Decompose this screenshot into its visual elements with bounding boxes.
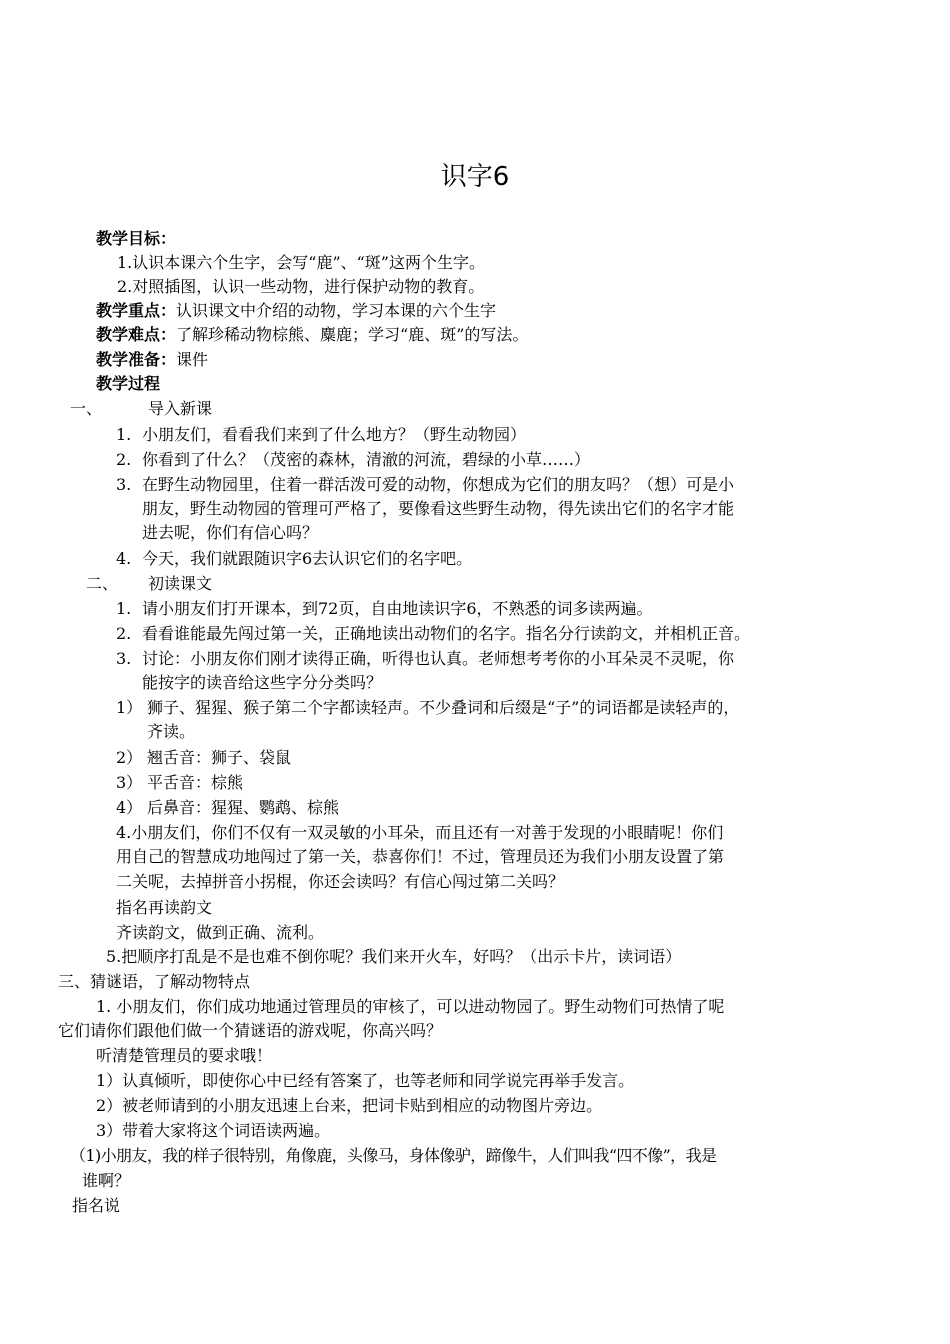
sub-item: 后鼻音：猩猩、鹦鹉、棕熊 <box>147 798 340 817</box>
item-number: 2. <box>116 624 132 643</box>
item-number: 1. <box>116 425 132 444</box>
rule-item: 2）被老师请到的小朋友迅速上台来，把词卡贴到相应的动物图片旁边。 <box>96 1096 603 1115</box>
goals-heading: 教学目标： <box>96 229 177 248</box>
sub-item-number: 1） <box>116 698 143 717</box>
item-number: 1. <box>116 599 132 618</box>
difficulty-heading: 教学难点： <box>96 325 177 344</box>
section-title: 初读课文 <box>148 574 213 593</box>
paragraph: 5.把顺序打乱是不是也难不倒你呢？我们来开火车，好吗？（出示卡片，读词语） <box>106 947 682 966</box>
process-heading: 教学过程 <box>96 374 161 393</box>
paragraph: 指名再读韵文 <box>116 898 213 917</box>
riddle-continued: 谁啊？ <box>82 1171 131 1190</box>
key-points <box>96 300 496 322</box>
paragraph-continued: 二关呢，去掉拼音小拐棍，你还会读吗？有信心闯过第二关吗？ <box>116 872 565 891</box>
preparation <box>96 349 208 371</box>
page-title: 识字6 <box>440 162 510 192</box>
preparation-text: 课件 <box>176 350 209 369</box>
sub-item-number: 3） <box>116 773 143 792</box>
paragraph: 齐读韵文，做到正确、流利。 <box>116 923 325 942</box>
paragraph: 1. 小朋友们，你们成功地通过管理员的审核了，可以进动物园了。野生动物们可热情了呢 <box>96 997 725 1016</box>
key-text: 认识课文中介绍的动物，学习本课的六个生字 <box>176 301 497 320</box>
difficulty-text: 了解珍稀动物棕熊、麋鹿；学习“鹿、斑”的写法。 <box>176 325 529 344</box>
paragraph: 指名说 <box>72 1196 121 1215</box>
section-number: 一、 <box>70 399 103 418</box>
sub-item-number: 2） <box>116 748 143 767</box>
sub-item-continued: 齐读。 <box>147 722 196 741</box>
list-item: 在野生动物园里，住着一群活泼可爱的动物，你想成为它们的朋友吗？（想）可是小 <box>142 475 735 494</box>
section-title: 三、猜谜语，了解动物特点 <box>58 972 251 991</box>
goal-item: 2.对照插图，认识一些动物，进行保护动物的教育。 <box>117 277 485 296</box>
riddle: （1)小朋友，我的样子很特别，角像鹿，头像马，身体像驴，蹄像牛，人们叫我“四不像”，我是 <box>70 1146 717 1165</box>
item-number: 3. <box>116 649 132 668</box>
sub-item: 狮子、猩猩、猴子第二个字都读轻声。不少叠词和后缀是“子”的词语都是读轻声的， <box>147 698 740 717</box>
sub-item-number: 4） <box>116 798 143 817</box>
paragraph: 4.小朋友们，你们不仅有一双灵敏的小耳朵，而且还有一对善于发现的小眼睛呢！你们 <box>116 823 724 842</box>
key-heading: 教学重点： <box>96 301 177 320</box>
rule-item: 1）认真倾听，即使你心中已经有答案了，也等老师和同学说完再举手发言。 <box>96 1071 635 1090</box>
rule-item: 3）带着大家将这个词语读两遍。 <box>96 1121 331 1140</box>
list-item-continued: 朋友，野生动物园的管理可严格了，要像看这些野生动物，得先读出它们的名字才能 <box>142 499 735 518</box>
item-number: 2. <box>116 450 132 469</box>
list-item: 小朋友们，看看我们来到了什么地方？（野生动物园） <box>142 425 527 444</box>
list-item: 你看到了什么？（茂密的森林，清澈的河流，碧绿的小草……） <box>142 450 591 469</box>
paragraph-continued: 它们请你们跟他们做一个猜谜语的游戏呢，你高兴吗？ <box>58 1021 443 1040</box>
sub-item: 翘舌音：狮子、袋鼠 <box>147 748 292 767</box>
list-item: 请小朋友们打开课本，到72页，自由地读识字6，不熟悉的词多读两遍。 <box>142 599 653 618</box>
list-item: 今天，我们就跟随识字6去认识它们的名字吧。 <box>142 549 473 568</box>
paragraph: 听清楚管理员的要求哦！ <box>96 1046 273 1065</box>
preparation-heading: 教学准备： <box>96 350 177 369</box>
list-item: 看看谁能最先闯过第一关，正确地读出动物们的名字。指名分行读韵文，并相机正音。 <box>142 624 751 643</box>
sub-item: 平舌音：棕熊 <box>147 773 244 792</box>
item-number: 3. <box>116 475 132 494</box>
item-number: 4. <box>116 549 132 568</box>
paragraph-continued: 用自己的智慧成功地闯过了第一关，恭喜你们！不过，管理员还为我们小朋友设置了第 <box>116 847 725 866</box>
section-number: 二、 <box>86 574 119 593</box>
list-item: 讨论：小朋友你们刚才读得正确，听得也认真。老师想考考你的小耳朵灵不灵呢，你 <box>142 649 735 668</box>
list-item-continued: 进去呢，你们有信心吗？ <box>142 523 319 542</box>
list-item-continued: 能按字的读音给这些字分分类吗？ <box>142 673 383 692</box>
goal-item: 1.认识本课六个生字，会写“鹿”、“斑”这两个生字。 <box>117 253 485 272</box>
difficulties <box>96 324 528 346</box>
section-title: 导入新课 <box>148 399 213 418</box>
